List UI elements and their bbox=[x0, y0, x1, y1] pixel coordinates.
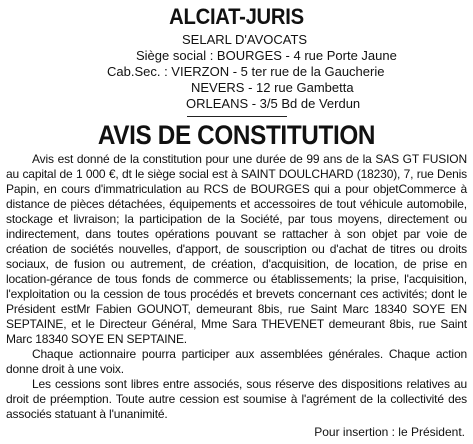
paragraph-constitution: Avis est donné de la constitution pour une durée de 99 ans de la SAS GT FUSION au capital de 1 000 €, dt le siège social est à SAINT DOULCHARD (18230), 7, rue Denis Papin, en cours d'immatriculation au RCS de BOURGES qui a pour objetCommerce à distance de pièces détachées, équipements et accessoires de tout véhicule automobile, stockage et livraison; la participation de la Société, par tous moyens, directement ou indirectement, dans toutes opérations pouvant se rattacher à son objet par voie de création de sociétés nouvelles, d'apport, de souscription ou d'achat de titres ou droits sociaux, de fusion ou autrement, de création, d'acquisition, de location, de prise en location-gérance de tous fonds de commerce ou établissements; la prise, l'acquisition, l'exploitation ou la cession de tous procédés et brevets concernant ces activités; dont le Président estMr Fabien GOUNOT, demeurant 8bis, rue Saint Marc 18340 SOYE EN SEPTAINE, et le Directeur Général, Mme Sara THEVENET demeurant 8bis, rue Saint Marc 18340 SOYE EN SEPTAINE. bbox=[6, 152, 467, 346]
paragraph-transfers: Les cessions sont libres entre associés, sous réserve des dispositions relatives au droit de préemption. Toute autre cession est soumise à l'agrément de la collectivité des associés statuant à l'unanimité. bbox=[6, 377, 467, 421]
firm-type: SELARL D'AVOCATS bbox=[182, 32, 308, 47]
firm-details bbox=[6, 32, 467, 112]
secondary-office-orleans: ORLEANS - 3/5 Bd de Verdun bbox=[186, 96, 361, 111]
divider bbox=[187, 116, 287, 117]
notice-body bbox=[6, 152, 467, 422]
head-office-address: Siège social : BOURGES - 4 rue Porte Jaune bbox=[136, 48, 397, 63]
secondary-office-vierzon: Cab.Sec. : VIERZON - 5 ter rue de la Gaucherie bbox=[107, 64, 385, 79]
firm-name: ALCIAT-JURIS bbox=[169, 4, 304, 29]
secondary-office-nevers: NEVERS - 12 rue Gambetta bbox=[191, 80, 354, 95]
paragraph-shareholders: Chaque actionnaire pourra participer aux assemblées générales. Chaque action donne droit à une voix. bbox=[6, 347, 467, 376]
signature: Pour insertion : le Président. bbox=[314, 425, 465, 439]
notice-title: AVIS DE CONSTITUTION bbox=[97, 120, 376, 150]
